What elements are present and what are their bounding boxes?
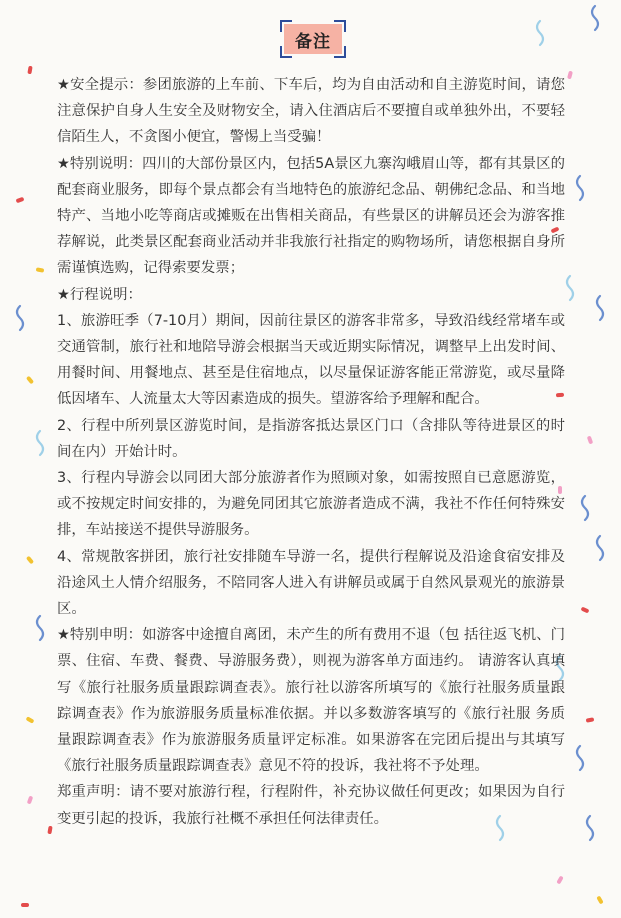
confetti-piece <box>577 746 583 770</box>
confetti-piece <box>37 616 43 640</box>
confetti-piece <box>26 556 34 565</box>
confetti-piece <box>47 826 52 835</box>
confetti-piece <box>17 306 23 330</box>
confetti-piece <box>596 896 603 905</box>
confetti-piece <box>587 816 593 840</box>
confetti-piece <box>577 176 583 200</box>
confetti-piece <box>567 71 573 80</box>
confetti-piece <box>587 436 593 445</box>
notes-content <box>57 72 565 832</box>
itinerary-heading: ★行程说明： <box>57 286 142 303</box>
confetti-piece <box>26 376 34 385</box>
confetti-piece <box>16 197 25 203</box>
confetti-piece <box>21 903 29 907</box>
confetti-piece <box>597 296 603 320</box>
itinerary-item-2: 2、行程中所列景区游览时间，是指游客抵达景区门口（含排队等待进景区的时间在内）开始计时。 <box>57 417 565 460</box>
safety-notice: ★安全提示：参团旅游的上车前、下车后，均为自由活动和自主游览时间，请您注意保护自身人生安全及财物安全，请入住酒店后不要擅自或单独外出，不要轻信陌生人，不贪图小便宜，警惕上当受骗！ <box>57 77 565 146</box>
confetti-piece <box>36 267 45 272</box>
solemn-statement: 郑重声明：请不要对旅游行程，行程附件，补充协议做任何更改；如果因为自行变更引起的投诉，我旅行社概不承担任何法律责任。 <box>57 784 565 827</box>
special-note: ★特别说明：四川的大部份景区内，包括5A景区九寨沟峨眉山等，都有其景区的配套商业服务，即每个景点都会有当地特色的旅游纪念品、朝佛纪念品、和当地特产、当地小吃等商店或摊贩在出售相关商品，有些景区的讲解员还会为游客推荐解说，此类景区配套商业活动并非我旅行社指定的购物场所，请您根据自身所需谨慎选购，记得索要发票； <box>57 155 565 277</box>
confetti-piece <box>537 21 543 45</box>
confetti-piece <box>582 496 588 520</box>
title-badge <box>280 20 346 58</box>
confetti-piece <box>27 66 32 75</box>
confetti-piece <box>556 876 563 885</box>
itinerary-item-4: 4、常规散客拼团，旅行社安排随车导游一名，提供行程解说及沿途食宿安排及沿途风土人情介绍服务，不陪同客人进入有讲解员或属于自然风景观光的旅游景区。 <box>57 548 565 618</box>
confetti-piece <box>592 6 598 30</box>
confetti-piece <box>586 717 595 722</box>
page-title: 备注 <box>284 24 342 54</box>
confetti-piece <box>37 431 43 455</box>
confetti-piece <box>581 606 590 613</box>
confetti-piece <box>27 796 33 805</box>
itinerary-item-3: 3、行程内导游会以同团大部分旅游者作为照顾对象，如需按照自已意愿游览，或不按规定时间安排的，为避免同团其它旅游者造成不满，我社不作任何特殊安排，车站接送不提供导游服务。 <box>57 470 565 539</box>
confetti-piece <box>597 536 603 560</box>
confetti-piece <box>567 276 573 300</box>
special-statement: ★特别申明：如游客中途擅自离团，未产生的所有费用不退（包 括往返飞机、门票、住宿、车费、餐费、导游服务费），则视为游客单方面违约。 请游客认真填写《旅行社服务质量跟踪调查表》。旅行社以游客所填写的《旅行社服务质量跟踪调查表》作为旅游服务质量标准依据。并以多数游客填写的《旅行社服 务质量跟踪调查表》作为旅游服务质量评定标准。如果游客在完团后提出与其填写《旅行社服务质量跟踪调查表》意见不符的投诉，我社将不予处理。 <box>57 627 565 775</box>
confetti-piece <box>26 716 35 723</box>
itinerary-item-1: 1、旅游旺季（7-10月）期间，因前往景区的游客非常多，导致沿线经常堵车或交通管制，旅行社和地陪导游会根据当天或近期实际情况，调整早上出发时间、用餐时间、用餐地点、甚至是住宿地点，以尽量保证游客能正常游览，或尽量降低因堵车、人流量太大等因素造成的损失。望游客给予理解和配合。 <box>57 312 565 408</box>
